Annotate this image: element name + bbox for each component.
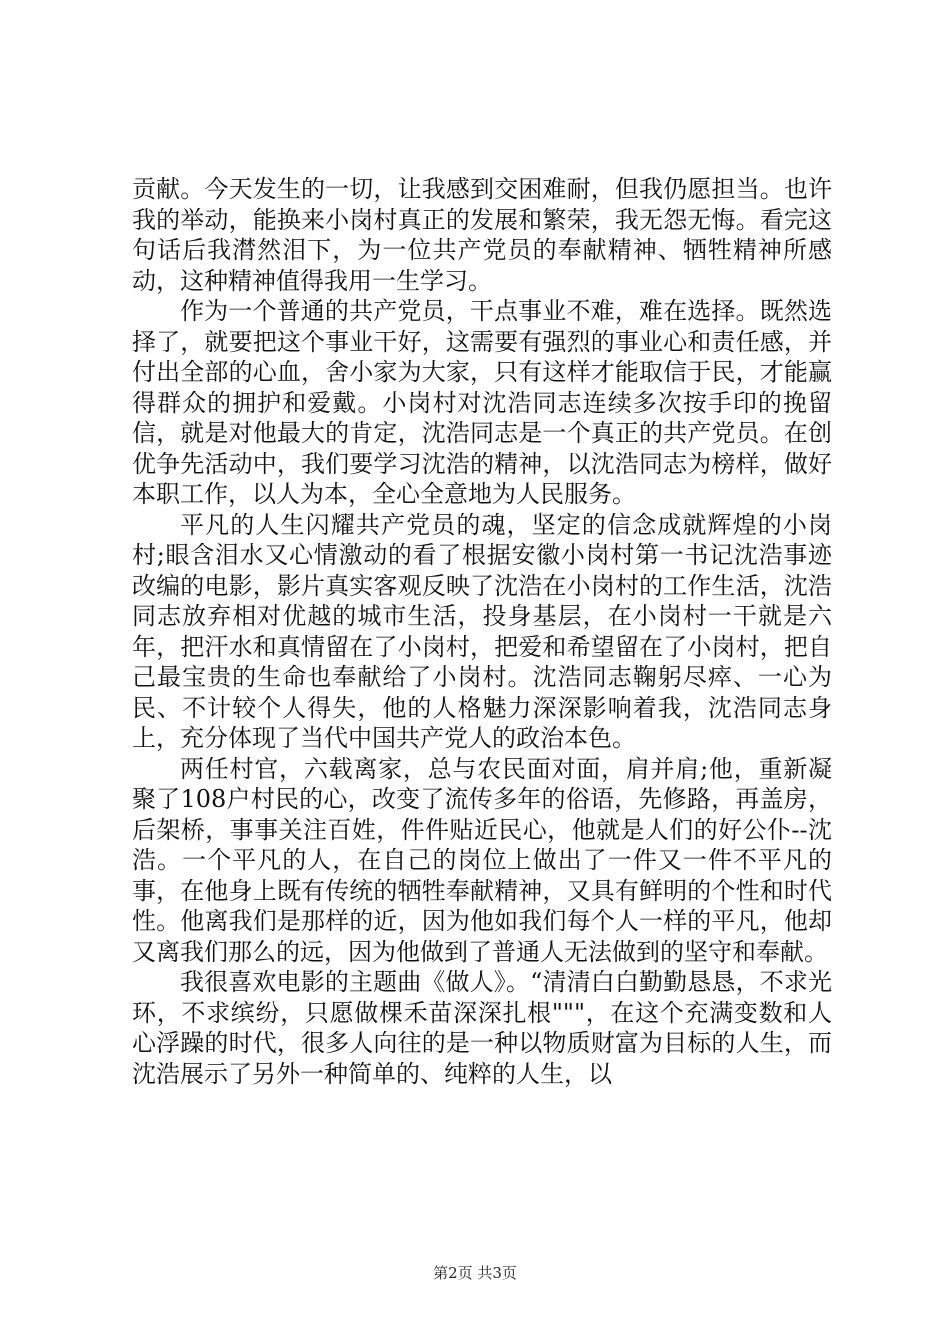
paragraph-4: 两任村官，六载离家，总与农民面对面，肩并肩;他，重新凝聚了108户村民的心，改变了流传多年的俗语，先修路，再盖房，后架桥，事事关注百姓，件件贴近民心，他就是人们的好公仆--沈浩。一个平凡的人，在自己的岗位上做出了一件又一件不平凡的事，在他身上既有传统的牺牲奉献精神，又具有鲜明的个性和时代性。他离我们是那样的近，因为他如我们每个人一样的平凡，他却又离我们那么的远，因为他做到了普通人无法做到的坚守和奉献。 xyxy=(132,754,832,966)
page-footer: 第2页 共3页 xyxy=(433,1264,517,1282)
paragraph-1: 贡献。今天发生的一切，让我感到交困难耐，但我仍愿担当。也许我的举动，能换来小岗村真正的发展和繁荣，我无怨无悔。看完这句话后我潸然泪下，为一位共产党员的奉献精神、牺牲精神所感动，这种精神值得我用一生学习。 xyxy=(132,175,832,295)
paragraph-3: 平凡的人生闪耀共产党员的魂，坚定的信念成就辉煌的小岗村;眼含泪水又心情激动的看了根据安徽小岗村第一书记沈浩事迹改编的电影，影片真实客观反映了沈浩在小岗村的工作生活，沈浩同志放弃相对优越的城市生活，投身基层，在小岗村一干就是六年，把汗水和真情留在了小岗村，把爱和希望留在了小岗村，把自己最宝贵的生命也奉献给了小岗村。沈浩同志鞠躬尽瘁、一心为民、不计较个人得失，他的人格魅力深深影响着我，沈浩同志身上，充分体现了当代中国共产党人的政治本色。 xyxy=(132,510,832,752)
paragraph-2: 作为一个普通的共产党员，干点事业不难，难在选择。既然选择了，就要把这个事业干好，这需要有强烈的事业心和责任感，并付出全部的心血，舍小家为大家，只有这样才能取信于民，才能赢得群众的拥护和爱戴。小岗村对沈浩同志连续多次按手印的挽留信，就是对他最大的肯定，沈浩同志是一个真正的共产党员。在创优争先活动中，我们要学习沈浩的精神，以沈浩同志为榜样，做好本职工作，以人为本，全心全意地为人民服务。 xyxy=(132,297,832,508)
paragraph-5: 我很喜欢电影的主题曲《做人》。“清清白白勤勤恳恳，不求光环，不求缤纷，只愿做棵禾苗深深扎根"""，在这个充满变数和人心浮躁的时代，很多人向往的是一种以物质财富为目标的人生，而沈浩展示了另外一种简单的、纯粹的人生，以 xyxy=(132,968,832,1088)
document-body xyxy=(132,174,832,1089)
